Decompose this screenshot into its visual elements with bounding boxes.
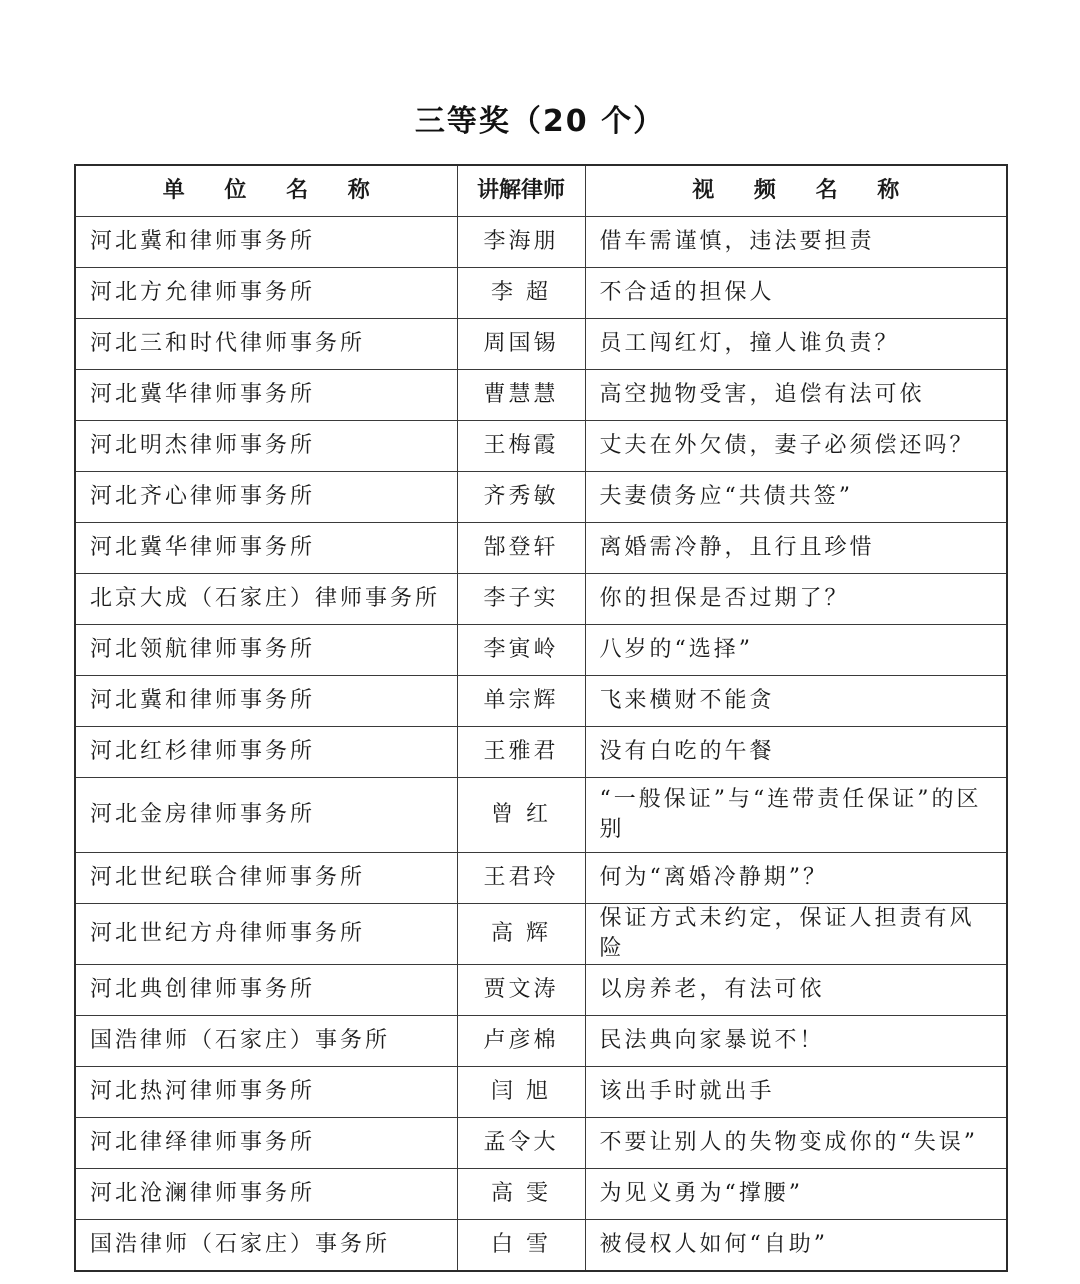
lawyer-cell: 李海朋 — [457, 217, 585, 268]
video-cell: 不合适的担保人 — [585, 268, 1007, 319]
table-row — [75, 421, 1007, 472]
table-row — [75, 1016, 1007, 1067]
header-unit-name: 单 位 名 称 — [75, 165, 457, 217]
video-cell: 被侵权人如何“自助” — [585, 1220, 1007, 1272]
table-row — [75, 778, 1007, 853]
table-row — [75, 727, 1007, 778]
lawyer-cell: 单宗辉 — [457, 676, 585, 727]
unit-cell: 北京大成（石家庄）律师事务所 — [75, 574, 457, 625]
unit-cell: 河北冀和律师事务所 — [75, 217, 457, 268]
lawyer-cell: 李 超 — [457, 268, 585, 319]
unit-cell: 河北冀和律师事务所 — [75, 676, 457, 727]
unit-cell: 河北沧澜律师事务所 — [75, 1169, 457, 1220]
video-cell: 高空抛物受害，追偿有法可依 — [585, 370, 1007, 421]
video-cell: 没有白吃的午餐 — [585, 727, 1007, 778]
table-row — [75, 217, 1007, 268]
video-cell: 以房养老，有法可依 — [585, 965, 1007, 1016]
lawyer-cell: 齐秀敏 — [457, 472, 585, 523]
video-cell: 保证方式未约定，保证人担责有风险 — [585, 904, 1007, 965]
unit-cell: 河北明杰律师事务所 — [75, 421, 457, 472]
unit-cell: 河北齐心律师事务所 — [75, 472, 457, 523]
video-cell: “一般保证”与“连带责任保证”的区别 — [585, 778, 1007, 853]
table-row — [75, 1169, 1007, 1220]
unit-cell: 河北冀华律师事务所 — [75, 370, 457, 421]
video-cell: 员工闯红灯，撞人谁负责？ — [585, 319, 1007, 370]
unit-cell: 河北三和时代律师事务所 — [75, 319, 457, 370]
lawyer-cell: 李寅岭 — [457, 625, 585, 676]
video-cell: 夫妻债务应“共债共签” — [585, 472, 1007, 523]
unit-cell: 国浩律师（石家庄）事务所 — [75, 1016, 457, 1067]
unit-cell: 河北热河律师事务所 — [75, 1067, 457, 1118]
page-title: 三等奖（20 个） — [414, 104, 666, 139]
unit-cell: 河北典创律师事务所 — [75, 965, 457, 1016]
video-cell: 丈夫在外欠债，妻子必须偿还吗？ — [585, 421, 1007, 472]
unit-cell: 国浩律师（石家庄）事务所 — [75, 1220, 457, 1272]
table-row — [75, 676, 1007, 727]
table-row — [75, 1118, 1007, 1169]
unit-cell: 河北世纪方舟律师事务所 — [75, 904, 457, 965]
unit-cell: 河北金房律师事务所 — [75, 778, 457, 853]
unit-cell: 河北律绎律师事务所 — [75, 1118, 457, 1169]
table-row — [75, 904, 1007, 965]
video-cell: 不要让别人的失物变成你的“失误” — [585, 1118, 1007, 1169]
lawyer-cell: 王君玲 — [457, 853, 585, 904]
table-row — [75, 965, 1007, 1016]
lawyer-cell: 贾文涛 — [457, 965, 585, 1016]
table-row — [75, 472, 1007, 523]
lawyer-cell: 王梅霞 — [457, 421, 585, 472]
table-row — [75, 1220, 1007, 1272]
lawyer-cell: 高 辉 — [457, 904, 585, 965]
table-row — [75, 370, 1007, 421]
unit-cell: 河北世纪联合律师事务所 — [75, 853, 457, 904]
unit-cell: 河北红杉律师事务所 — [75, 727, 457, 778]
lawyer-cell: 闫 旭 — [457, 1067, 585, 1118]
video-cell: 八岁的“选择” — [585, 625, 1007, 676]
unit-cell: 河北领航律师事务所 — [75, 625, 457, 676]
video-cell: 飞来横财不能贪 — [585, 676, 1007, 727]
lawyer-cell: 卢彦棉 — [457, 1016, 585, 1067]
video-cell: 借车需谨慎，违法要担责 — [585, 217, 1007, 268]
lawyer-cell: 孟令大 — [457, 1118, 585, 1169]
lawyer-cell: 曹慧慧 — [457, 370, 585, 421]
lawyer-cell: 白 雪 — [457, 1220, 585, 1272]
table-header-row — [75, 165, 1007, 217]
video-cell: 民法典向家暴说不！ — [585, 1016, 1007, 1067]
video-cell: 何为“离婚冷静期”？ — [585, 853, 1007, 904]
table-row — [75, 574, 1007, 625]
table-row — [75, 523, 1007, 574]
unit-cell: 河北冀华律师事务所 — [75, 523, 457, 574]
video-cell: 你的担保是否过期了？ — [585, 574, 1007, 625]
video-cell: 为见义勇为“撑腰” — [585, 1169, 1007, 1220]
table-row — [75, 853, 1007, 904]
header-lawyer: 讲解律师 — [457, 165, 585, 217]
lawyer-cell: 郜登轩 — [457, 523, 585, 574]
lawyer-cell: 王雅君 — [457, 727, 585, 778]
lawyer-cell: 高 雯 — [457, 1169, 585, 1220]
header-video-name: 视 频 名 称 — [585, 165, 1007, 217]
lawyer-cell: 周国锡 — [457, 319, 585, 370]
lawyer-cell: 李子实 — [457, 574, 585, 625]
table-row — [75, 319, 1007, 370]
table-row — [75, 625, 1007, 676]
video-cell: 该出手时就出手 — [585, 1067, 1007, 1118]
table-row — [75, 268, 1007, 319]
video-cell: 离婚需冷静，且行且珍惜 — [585, 523, 1007, 574]
award-table — [74, 164, 1008, 1272]
table-row — [75, 1067, 1007, 1118]
lawyer-cell: 曾 红 — [457, 778, 585, 853]
unit-cell: 河北方允律师事务所 — [75, 268, 457, 319]
